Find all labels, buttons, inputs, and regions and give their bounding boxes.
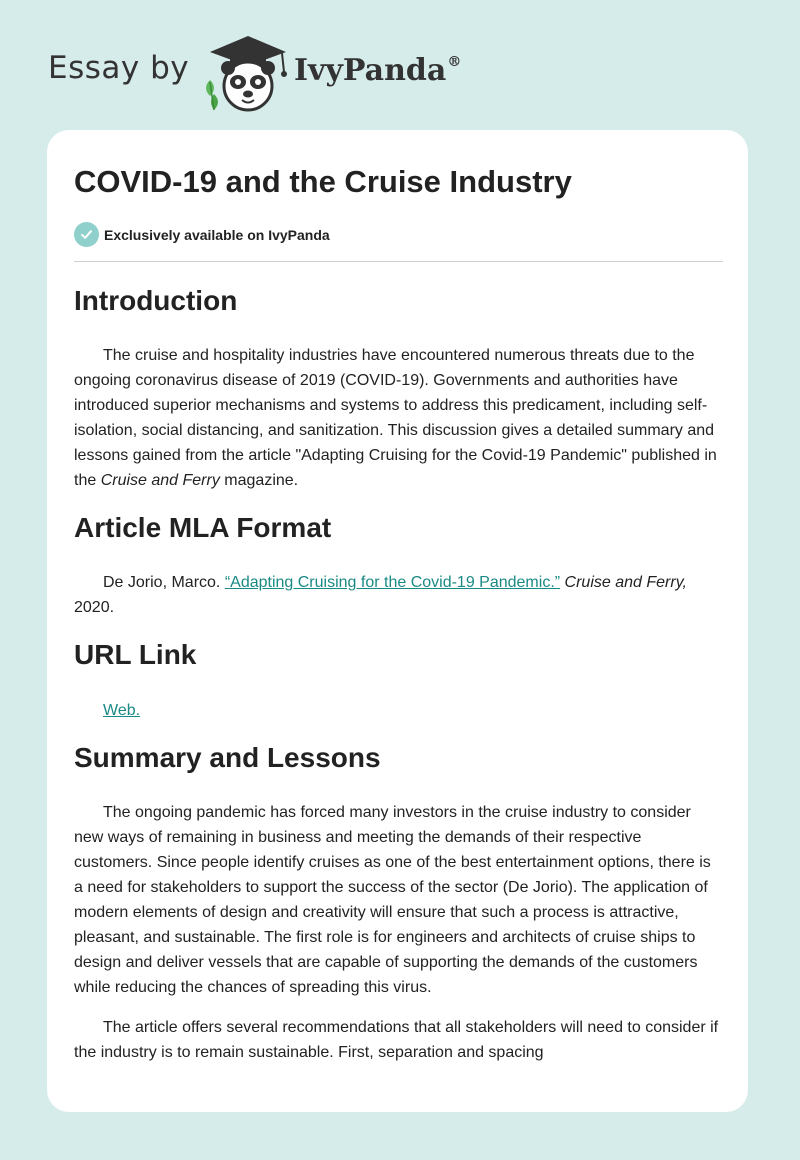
- url-paragraph: [74, 698, 723, 723]
- brand-prefix: Essay by: [48, 50, 190, 86]
- web-link[interactable]: Web.: [103, 702, 141, 719]
- site-brand[interactable]: [48, 30, 508, 114]
- summary-paragraph-1: The ongoing pandemic has forced many investors in the cruise industry to consider new ways of remaining in business and meeting the demands of their respective customers. Since people identify cruises as one of the best entertainment options, there is a need for stakeholders to support the success of the sector (De Jorio). The application of modern elements of design and creativity will ensure that such a process is attractive, pleasant, and sustainable. The first role is for engineers and architects of cruise ships to design and deliver vessels that are capable of supporting the demands of the customers while reducing the chances of spreading this virus.: [74, 804, 711, 996]
- section-heading-url: URL Link: [74, 639, 197, 670]
- brand-name: IvyPanda®: [294, 53, 462, 88]
- introduction-paragraph: The cruise and hospitality industries have encountered numerous threats due to the ongoing coronavirus disease of 2019 (COVID-19). Governments and authorities have introduced superior mechanisms and systems to address this predicament, including self-isolation, social distancing, and sanitization. This discussion gives a detailed summary and lessons gained from the article "Adapting Cruising for the Covid-19 Pandemic" published in the Cruise and Ferry magazine.: [74, 347, 717, 489]
- section-heading-mla: Article MLA Format: [74, 512, 332, 543]
- exclusive-badge-text: Exclusively available on IvyPanda: [104, 226, 330, 243]
- divider: [74, 261, 723, 262]
- essay-card: [47, 130, 748, 1112]
- summary-paragraph-2: The article offers several recommendations that all stakeholders will need to consider if the industry is to remain sustainable. First, separation and spacing: [74, 1019, 719, 1061]
- page-title: COVID-19 and the Cruise Industry: [74, 164, 572, 199]
- article-title-link[interactable]: “Adapting Cruising for the Covid-19 Pandemic.”: [224, 574, 561, 591]
- section-heading-introduction: Introduction: [74, 285, 238, 316]
- panda-graduate-logo-icon: [200, 30, 296, 114]
- section-heading-summary: Summary and Lessons: [74, 742, 381, 773]
- mla-citation: De Jorio, Marco. “Adapting Cruising for the Covid-19 Pandemic.” Cruise and Ferry, 2020.: [74, 574, 687, 616]
- check-icon: [74, 222, 99, 247]
- exclusive-badge: [74, 222, 330, 247]
